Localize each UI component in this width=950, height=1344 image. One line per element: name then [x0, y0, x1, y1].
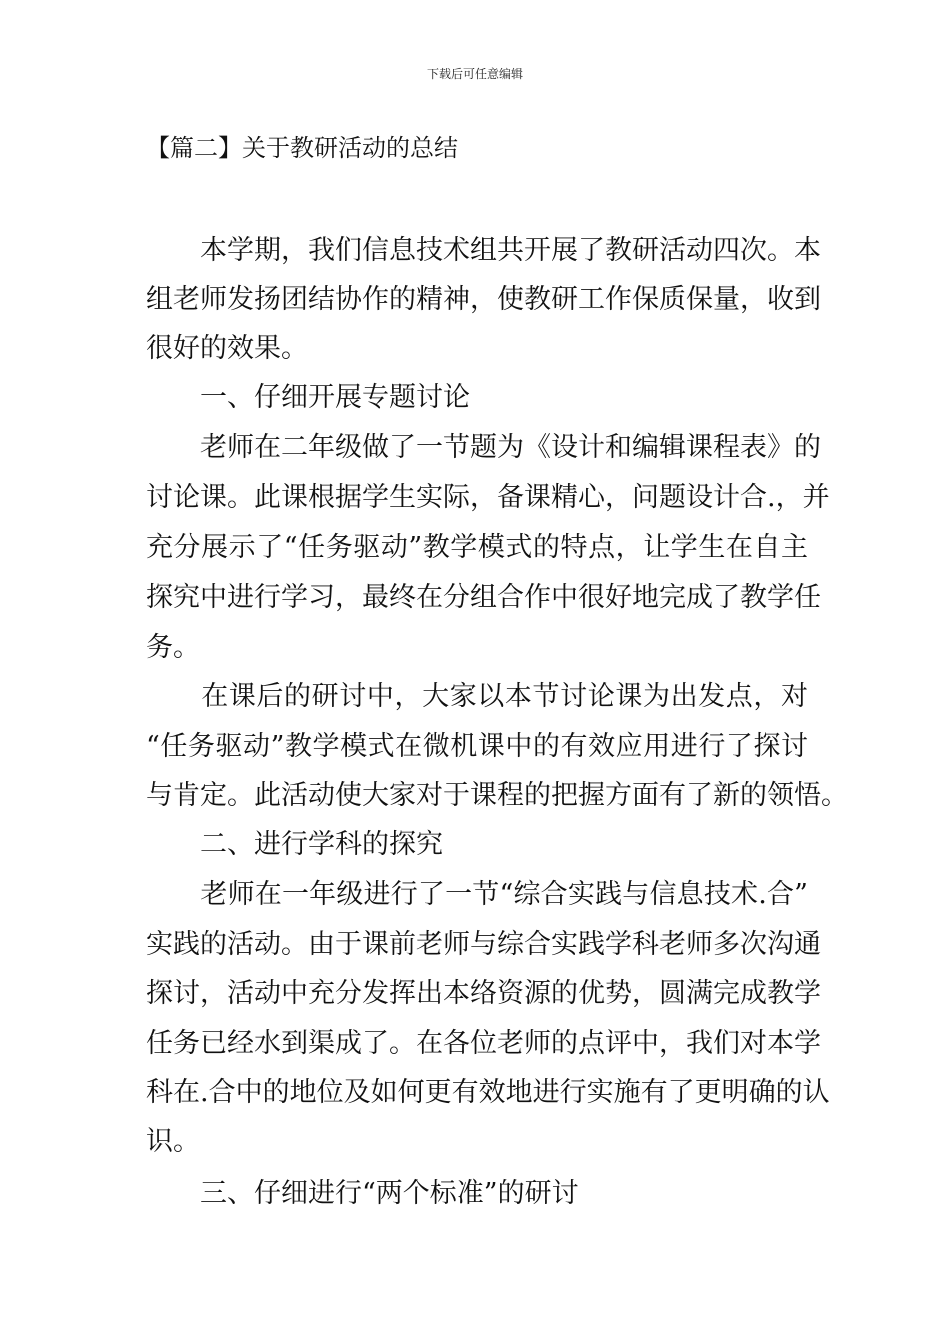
- header-note: 下载后可任意编辑: [426, 67, 523, 81]
- section-heading: 三、仔细进行“两个标准”的研讨: [146, 1178, 579, 1209]
- paragraph-line: 本学期，我们信息技术组共开展了教研活动四次。本: [146, 235, 821, 266]
- paragraph-line: 识。: [146, 1126, 200, 1157]
- paragraph-line: 组老师发扬团结协作的精神，使教研工作保质保量，收到: [146, 284, 821, 315]
- paragraph-line: 任务已经水到渠成了。在各位老师的点评中，我们对本学: [146, 1028, 821, 1059]
- document-title: 【篇二】关于教研活动的总结: [146, 134, 458, 162]
- paragraph-line: 很好的效果。: [146, 333, 308, 364]
- paragraph-line: 与肯定。此活动使大家对于课程的把握方面有了新的领悟。: [146, 780, 848, 811]
- paragraph-line: 老师在一年级进行了一节“综合实践与信息技术.合”: [146, 879, 808, 910]
- section-heading: 一、仔细开展专题讨论: [146, 382, 470, 413]
- paragraph-line: 探讨，活动中充分发挥出本络资源的优势，圆满完成教学: [146, 978, 821, 1009]
- paragraph-line: 科在.合中的地位及如何更有效地进行实施有了更明确的认: [146, 1077, 830, 1108]
- paragraph-line: “任务驱动”教学模式在微机课中的有效应用进行了探讨: [146, 731, 808, 762]
- paragraph-line: 充分展示了“任务驱动”教学模式的特点，让学生在自主: [146, 532, 808, 563]
- paragraph-line: 实践的活动。由于课前老师与综合实践学科老师多次沟通: [146, 929, 821, 960]
- paragraph-line: 讨论课。此课根据学生实际，备课精心，问题设计合.，并: [146, 482, 830, 513]
- paragraph-line: 探究中进行学习，最终在分组合作中很好地完成了教学任: [146, 582, 821, 613]
- paragraph-line: 老师在二年级做了一节题为《设计和编辑课程表》的: [146, 432, 821, 463]
- section-heading: 二、进行学科的探究: [146, 829, 443, 860]
- paragraph-line: 在课后的研讨中，大家以本节讨论课为出发点，对: [146, 681, 808, 712]
- paragraph-line: 务。: [146, 632, 200, 663]
